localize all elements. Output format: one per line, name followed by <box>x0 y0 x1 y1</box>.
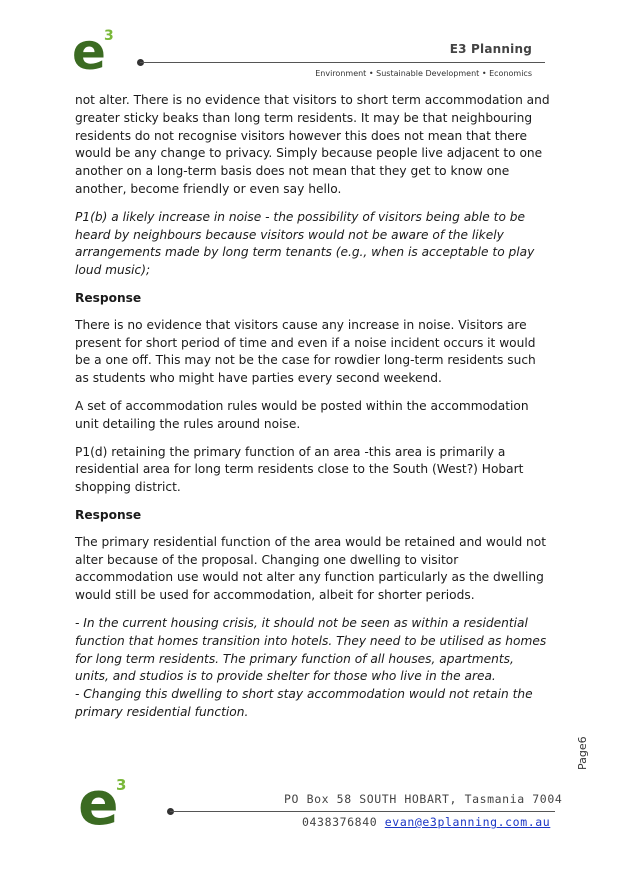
objection-point: - In the current housing crisis, it should not be seen as within a residential function that homes transition into hotels. They need to be utilised as homes for long term residents. The primary function of all houses, apartments, units, and studios is to provide shelter for those who live in the area. <box>75 615 547 684</box>
email-link[interactable]: evan@e3planning.com.au <box>384 815 551 829</box>
company-tagline: Environment • Sustainable Development • Economics <box>315 69 532 78</box>
company-logo <box>72 23 122 81</box>
logo-letter: e <box>72 23 106 81</box>
paragraph: There is no evidence that visitors cause any increase in noise. Visitors are present for short period of time and even if a noise incident occurs it would be a one off. This may not be the case for rowdier long-term residents such as students who might have parties every second weekend. <box>75 317 536 386</box>
page-number: Page6 <box>576 736 589 770</box>
section-heading: Response <box>75 507 142 522</box>
header-rule <box>140 62 545 63</box>
document-body <box>75 92 550 732</box>
paragraph: A set of accommodation rules would be posted within the accommodation unit detailing the rules around noise. <box>75 398 529 431</box>
objection-point: - Changing this dwelling to short stay accommodation would not retain the primary residential function. <box>75 687 533 719</box>
paragraph: P1(d) retaining the primary function of an area -this area is primarily a residential area for long term residents close to the South (West?) Hobart shopping district. <box>75 444 524 495</box>
paragraph: not alter. There is no evidence that visitors to short term accommodation and greater sticky beaks than long term residents. It may be that neighbouring residents do not recognise visitors however this does not mean that there would be any change to privacy. Simply because people live adjacent to one another on a long-term basis does not mean that they get to know one another, become friendly or even say hello. <box>75 93 550 196</box>
phone-number: 0438376840 <box>302 815 378 829</box>
logo-superscript: 3 <box>104 28 114 44</box>
contact-line <box>302 815 550 829</box>
company-name: E3 Planning <box>449 42 532 56</box>
section-heading: Response <box>75 290 142 305</box>
logo-superscript: 3 <box>116 776 127 794</box>
footer-logo <box>78 769 138 839</box>
logo-letter: e <box>78 769 119 839</box>
paragraph: The primary residential function of the area would be retained and would not alter because of the proposal. Changing one dwelling to visitor accommodation use would not alter any function particularly as the dwelling would still be used for accommodation, albeit for shorter periods. <box>75 534 547 603</box>
quoted-criterion: P1(b) a likely increase in noise - the possibility of visitors being able to be heard by neighbours because visitors would not be aware of the likely arrangements made by long term tenants (e.g., when is acceptable to play loud music); <box>75 209 535 278</box>
footer-rule <box>170 811 555 812</box>
postal-address: PO Box 58 SOUTH HOBART, Tasmania 7004 <box>284 792 563 806</box>
